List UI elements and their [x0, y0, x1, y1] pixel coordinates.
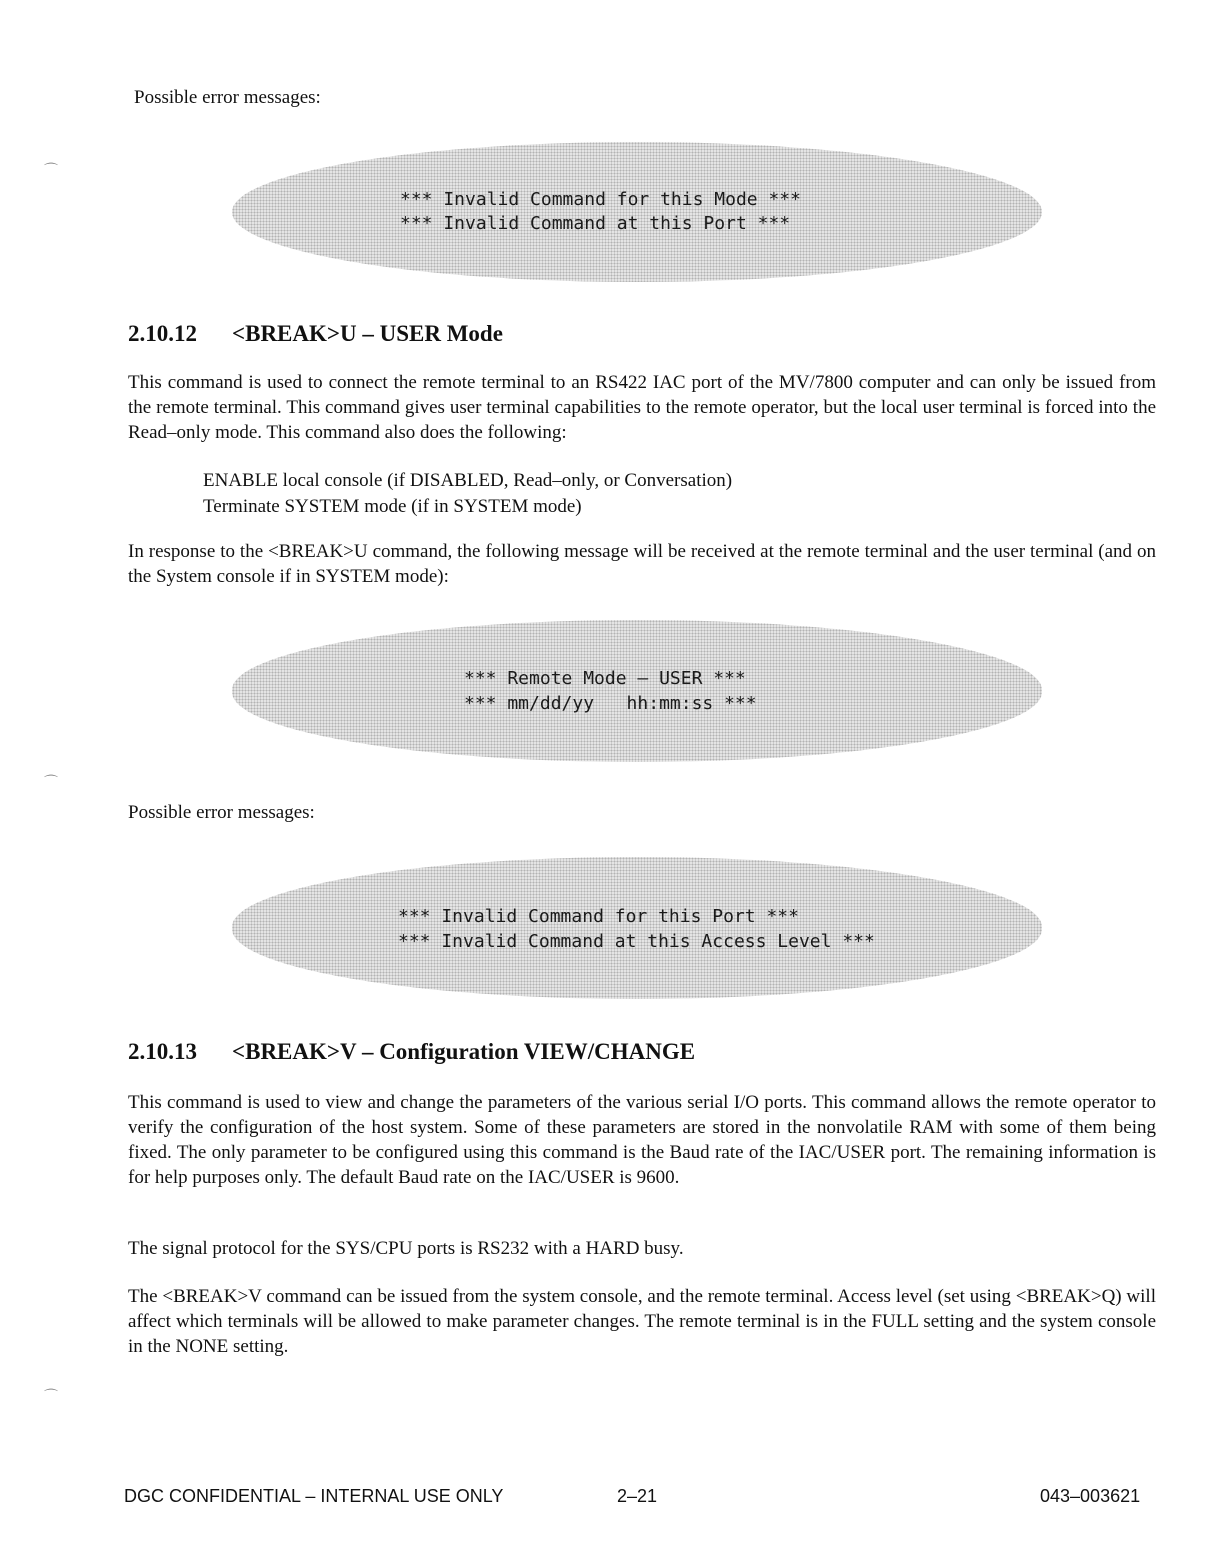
screen-message-box: [232, 857, 1042, 999]
error-label: Possible error messages:: [134, 87, 321, 108]
section-heading: [128, 1039, 695, 1065]
screen-message-line: *** Remote Mode – USER ***: [464, 668, 746, 689]
section-number: 2.10.12: [128, 321, 197, 346]
paragraph: In response to the <BREAK>U command, the following message will be received at the remote terminal and the user terminal (and on the System console if in SYSTEM mode):: [128, 541, 1156, 587]
screen-message-box: [232, 142, 1042, 282]
margin-mark: ⌒: [44, 1390, 58, 1405]
paragraph: The <BREAK>V command can be issued from the system console, and the remote terminal. Access level (set using <BREAK>Q) will affect which terminals will be allowed to make parameter changes. The remote terminal is in the FULL setting and the system console in the NONE setting.: [128, 1286, 1156, 1357]
footer-page-number: 2–21: [617, 1486, 658, 1506]
section-heading: [128, 321, 503, 347]
paragraph: This command is used to connect the remote terminal to an RS422 IAC port of the MV/7800 computer and can only be issued from the remote terminal. This command gives user terminal capabilities to the remote operator, but the local user terminal is forced into the Read–only mode. This command also does the following:: [128, 372, 1156, 443]
screen-message-line: *** Invalid Command for this Mode ***: [400, 189, 801, 210]
paragraph: This command is used to view and change the parameters of the various serial I/O ports. This command allows the remote operator to verify the configuration of the host system. Some of these parameters are stored in the nonvolatile RAM with some of them being fixed. The only parameter to be configured using this command is the Baud rate of the IAC/USER port. The remaining information is for help purposes only. The default Baud rate on the IAC/USER is 9600.: [128, 1092, 1156, 1188]
screen-message-line: *** Invalid Command for this Port ***: [398, 906, 799, 927]
margin-mark: ⌒: [44, 164, 58, 179]
screen-message-line: *** Invalid Command at this Access Level ***: [398, 931, 875, 952]
paragraph: The signal protocol for the SYS/CPU ports is RS232 with a HARD busy.: [128, 1238, 684, 1259]
screen-message-box: [232, 620, 1042, 762]
screen-message-line: *** Invalid Command at this Port ***: [400, 213, 791, 234]
section-title: <BREAK>U – USER Mode: [232, 321, 503, 346]
error-label: Possible error messages:: [128, 802, 315, 823]
footer-confidential: DGC CONFIDENTIAL – INTERNAL USE ONLY: [124, 1486, 504, 1506]
list-item: Terminate SYSTEM mode (if in SYSTEM mode): [203, 496, 582, 517]
section-number: 2.10.13: [128, 1039, 197, 1064]
screen-message-line: *** mm/dd/yy hh:mm:ss ***: [464, 693, 757, 714]
section-title: <BREAK>V – Configuration VIEW/CHANGE: [232, 1039, 696, 1064]
footer-document-number: 043–003621: [1040, 1486, 1141, 1506]
margin-mark: ⌒: [44, 776, 58, 791]
list-item: ENABLE local console (if DISABLED, Read–only, or Conversation): [203, 470, 733, 491]
